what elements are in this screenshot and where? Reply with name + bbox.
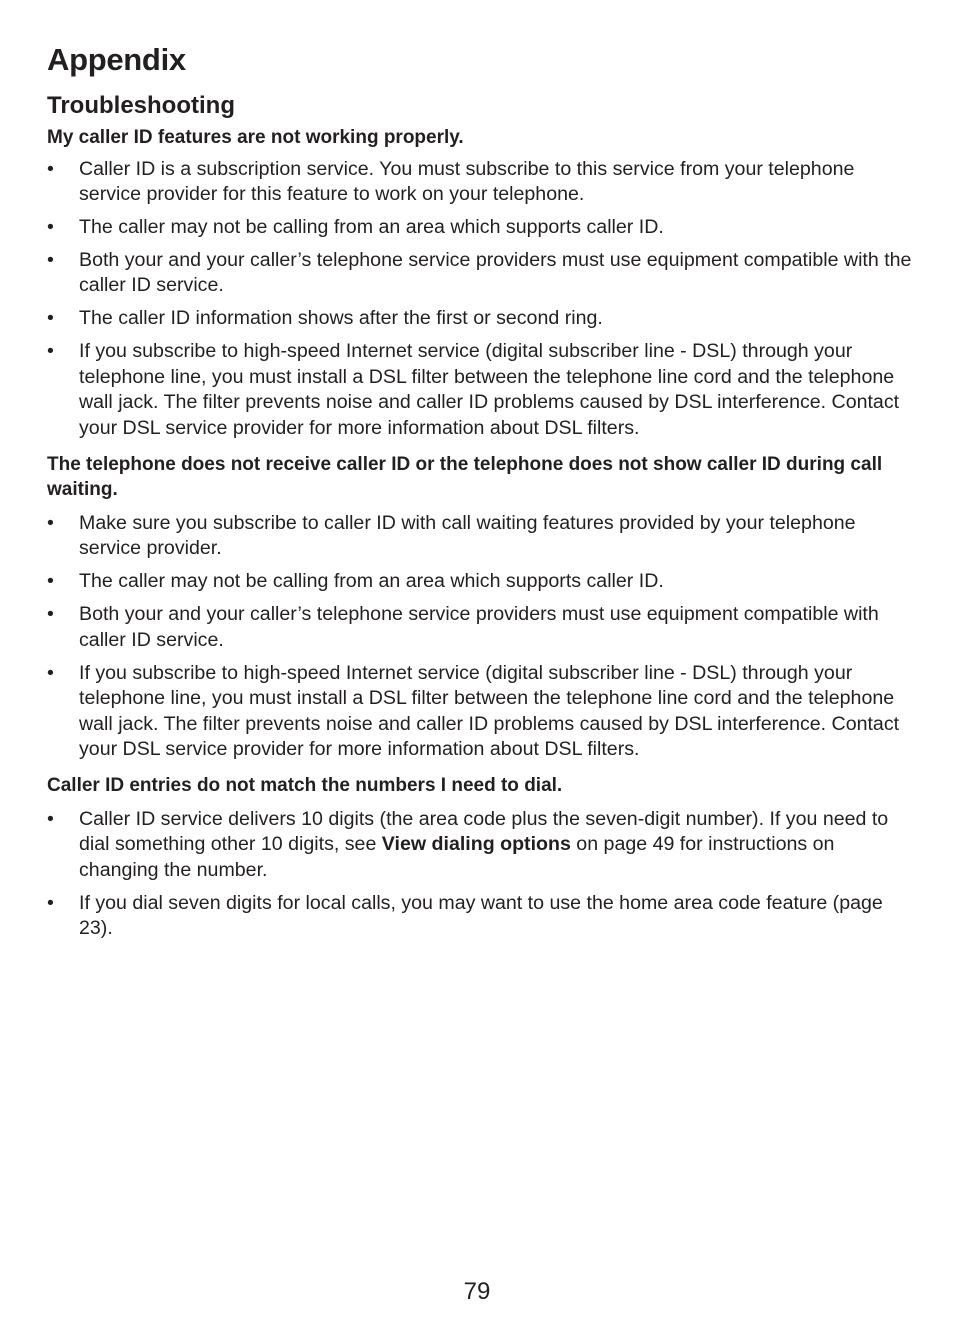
list-item (47, 807, 917, 883)
bullet-icon: • (47, 570, 54, 593)
list-item (47, 215, 917, 240)
problem-heading: Caller ID entries do not match the numbers I need to dial. (47, 775, 563, 797)
list-item-text: If you subscribe to high-speed Internet service (digital subscriber line - DSL) through your telephone line, you must install a DSL filter between the telephone line cord and the telephone wall jack. The filter prevents noise and caller ID problems caused by DSL interference. Contact your DSL service provider for more information about DSL filters. (79, 340, 900, 439)
section-title: Troubleshooting (47, 92, 235, 119)
bullet-list (47, 807, 917, 942)
bullet-icon: • (47, 603, 54, 626)
problem-heading: My caller ID features are not working properly. (47, 127, 464, 148)
list-item (47, 157, 917, 208)
list-item (47, 891, 917, 942)
cross-reference: View dialing options (381, 833, 571, 856)
list-item (47, 306, 917, 331)
bullet-icon: • (47, 340, 54, 363)
problem-heading: The telephone does not receive caller ID or the telephone does not show caller ID during call waiting. (47, 453, 883, 501)
list-item-text: Caller ID is a subscription service. You must subscribe to this service from your telephone service provider for this feature to work on your telephone. (79, 157, 855, 205)
page-title: Appendix (47, 42, 186, 77)
bullet-icon: • (47, 307, 54, 330)
bullet-icon: • (47, 248, 54, 271)
list-item (47, 339, 917, 441)
list-item (47, 569, 917, 594)
list-item (47, 602, 917, 653)
bullet-icon: • (47, 891, 54, 914)
bullet-icon: • (47, 511, 54, 534)
list-item (47, 511, 917, 562)
bullet-icon: • (47, 807, 54, 830)
list-item-text-after: on page 49 for instructions on changing the number. (79, 833, 835, 881)
list-item (47, 661, 917, 763)
list-item-text: Make sure you subscribe to caller ID with call waiting features provided by your telephone service provider. (79, 511, 856, 560)
list-item-text: Both your and your caller’s telephone service providers must use equipment compatible with the caller ID service. (79, 248, 912, 297)
problem-block-2 (47, 452, 917, 762)
list-item (47, 248, 917, 299)
bullet-list (47, 511, 917, 762)
list-item-text: The caller ID information shows after the first or second ring. (79, 307, 603, 330)
list-item-text: If you subscribe to high-speed Internet service (digital subscriber line - DSL) through your telephone line, you must install a DSL filter between the telephone line cord and the telephone wall jack. The filter prevents noise and caller ID problems caused by DSL interference. Contact your DSL service provider for more information about DSL filters. (79, 661, 900, 760)
problem-block-3 (47, 773, 917, 941)
bullet-icon: • (47, 215, 54, 238)
bullet-icon: • (47, 661, 54, 684)
bullet-list (47, 157, 917, 441)
list-item-text-before: Caller ID service delivers 10 digits (the area code plus the seven-digit number). If you need to dial something other 10 digits, see (79, 807, 889, 856)
list-item-text: The caller may not be calling from an area which supports caller ID. (79, 570, 664, 593)
list-item-text: If you dial seven digits for local calls, you may want to use the home area code feature (page 23). (79, 891, 883, 940)
list-item-text: Both your and your caller’s telephone service providers must use equipment compatible with caller ID service. (79, 603, 879, 651)
troubleshooting-content (47, 125, 917, 953)
bullet-icon: • (47, 157, 54, 180)
page-number: 79 (463, 1278, 491, 1305)
problem-block-1 (47, 125, 917, 441)
list-item-text: The caller may not be calling from an area which supports caller ID. (79, 215, 664, 238)
